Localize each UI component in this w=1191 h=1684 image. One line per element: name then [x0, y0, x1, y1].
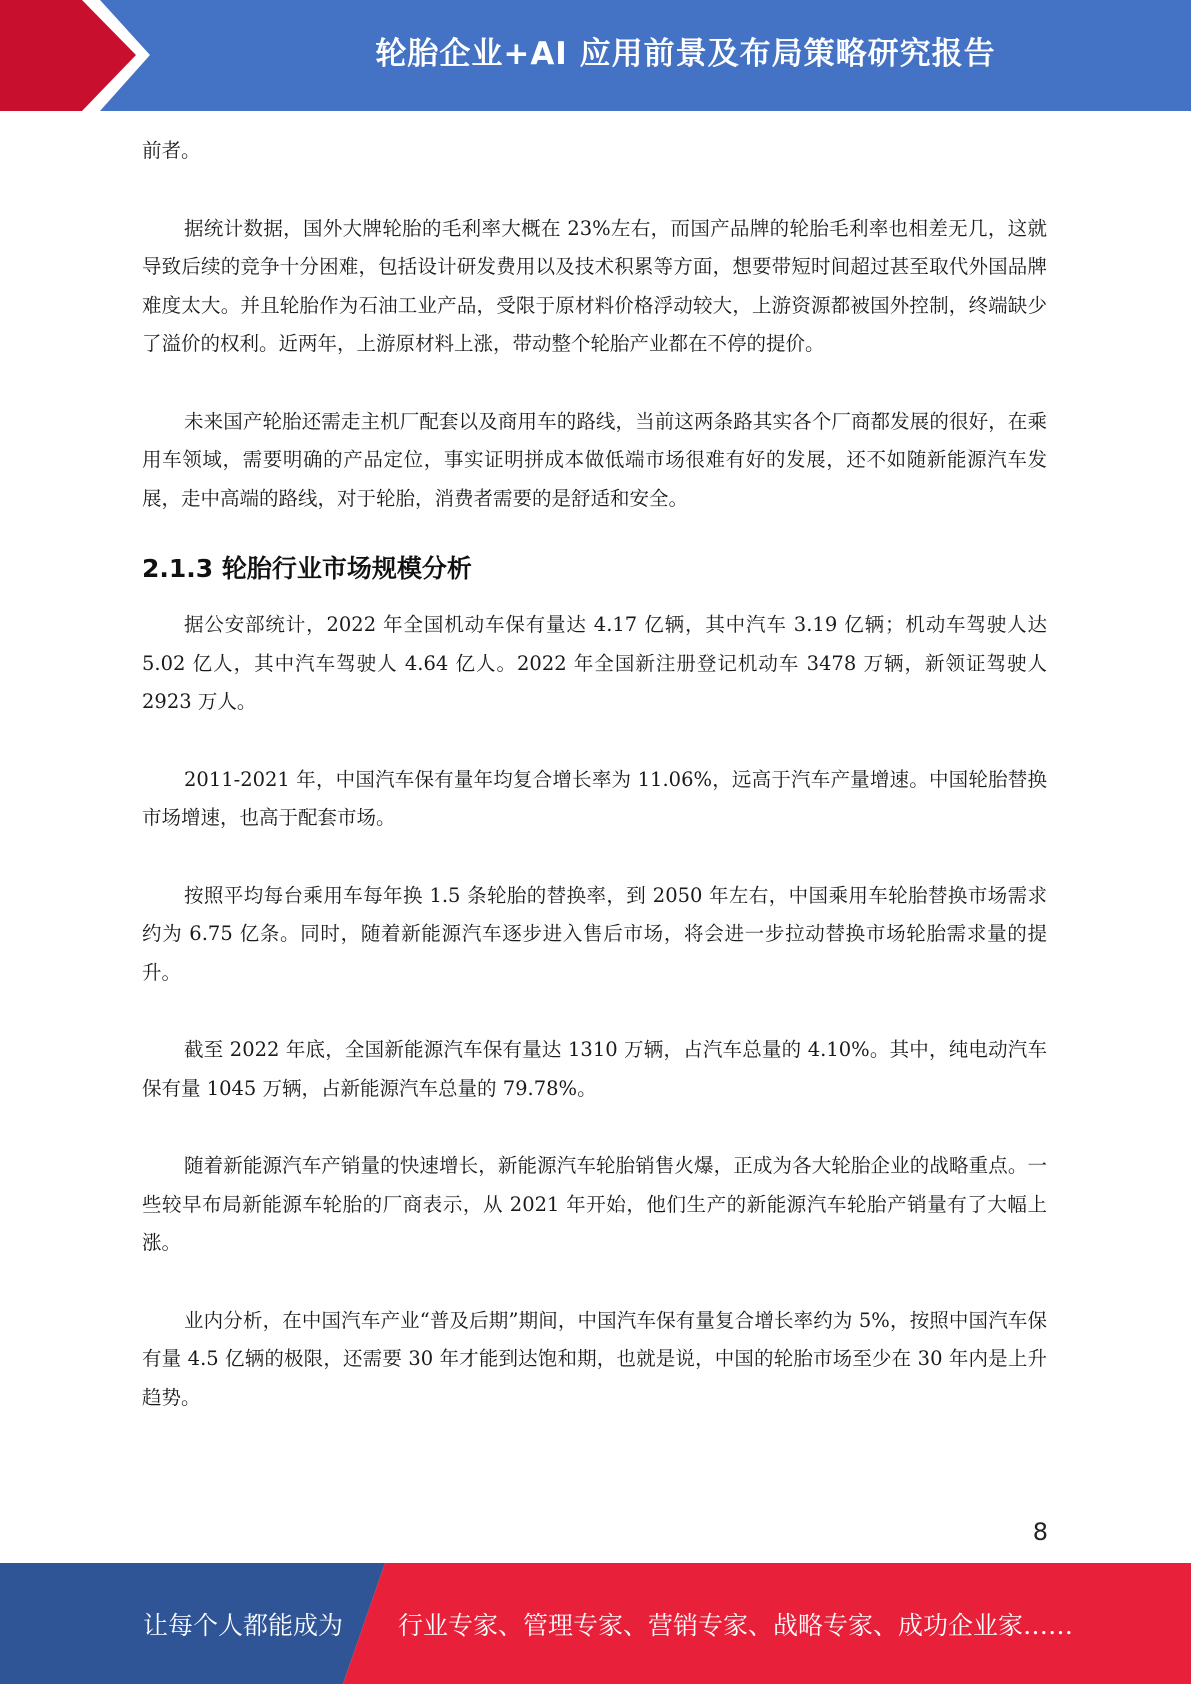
- paragraph-nev-stats: 截至 2022 年底，全国新能源汽车保有量达 1310 万辆，占汽车总量的 4.10%。其中，纯电动汽车保有量 1045 万辆，占新能源汽车总量的 79.78%。: [142, 1038, 1047, 1100]
- paragraph-vehicle-stats: 据公安部统计，2022 年全国机动车保有量达 4.17 亿辆，其中汽车 3.19 亿辆；机动车驾驶人达 5.02 亿人，其中汽车驾驶人 4.64 亿人。2022 年全国新注册登记机动车 3478 万辆，新领证驾驶人 2923 万人。: [142, 613, 1047, 713]
- page-footer: [0, 1563, 1191, 1684]
- footer-slogan-right: 行业专家、管理专家、营销专家、战略专家、成功企业家……: [398, 1610, 1074, 1640]
- paragraph-continued: 前者。: [142, 139, 201, 162]
- paragraph-nev-tires: 随着新能源汽车产销量的快速增长，新能源汽车轮胎销售火爆，正成为各大轮胎企业的战略重点。一些较早布局新能源车轮胎的厂商表示，从 2021 年开始，他们生产的新能源汽车轮胎产销量有了大幅上涨。: [142, 1154, 1047, 1254]
- section-heading: 2.1.3 轮胎行业市场规模分析: [142, 554, 472, 583]
- page-header: [0, 0, 1191, 111]
- paragraph-industry-analysis: 业内分析，在中国汽车产业“普及后期”期间，中国汽车保有量复合增长率约为 5%，按照中国汽车保有量 4.5 亿辆的极限，还需要 30 年才能到达饱和期，也就是说，中国的轮胎市场至少在 30 年内是上升趋势。: [142, 1308, 1047, 1409]
- paragraph-replacement-market: 按照平均每台乘用车每年换 1.5 条轮胎的替换率，到 2050 年左右，中国乘用车轮胎替换市场需求约为 6.75 亿条。同时，随着新能源汽车逐步进入售后市场，将会进一步拉动替换市场轮胎需求量的提升。: [142, 883, 1047, 984]
- page-content: [142, 132, 1047, 1417]
- footer-slogan-left: 让每个人都能成为: [143, 1610, 344, 1640]
- paragraph-gross-margin: 据统计数据，国外大牌轮胎的毛利率大概在 23%左右，而国产品牌的轮胎毛利率也相差无几，这就导致后续的竞争十分困难，包括设计研发费用以及技术积累等方面，想要带短时间超过甚至取代外国品牌难度太大。并且轮胎作为石油工业产品，受限于原材料价格浮动较大，上游资源都被国外控制，终端缺少了溢价的权利。近两年，上游原材料上涨，带动整个轮胎产业都在不停的提价。: [142, 216, 1047, 355]
- paragraph-future-strategy: 未来国产轮胎还需走主机厂配套以及商用车的路线，当前这两条路其实各个厂商都发展的很好，在乘用车领域，需要明确的产品定位，事实证明拼成本做低端市场很难有好的发展，还不如随新能源汽车发展，走中高端的路线，对于轮胎，消费者需要的是舒适和安全。: [142, 409, 1047, 510]
- header-title: 轮胎企业+AI 应用前景及布局策略研究报告: [375, 35, 996, 72]
- page-number: 8: [1032, 1518, 1048, 1546]
- paragraph-growth-rate: 2011-2021 年，中国汽车保有量年均复合增长率为 11.06%，远高于汽车产量增速。中国轮胎替换市场增速，也高于配套市场。: [142, 767, 1047, 829]
